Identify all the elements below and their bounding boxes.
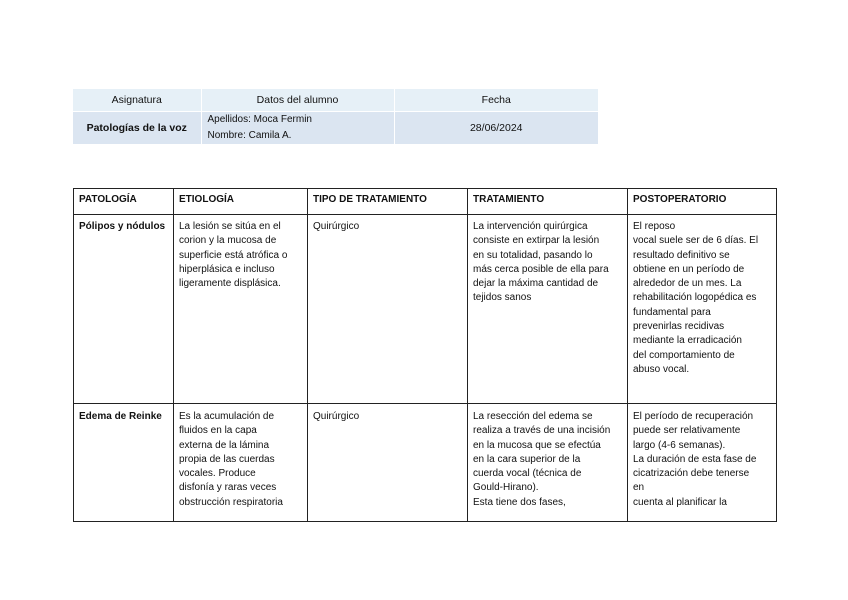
pathology-cell: Pólipos y nódulos (74, 215, 174, 404)
postoperative-cell: El reposo vocal suele ser de 6 días. El resultado definitivo se obtiene en un período de alrededor de un mes. La rehabilitación logopédica es fundamental para prevenirlas recidivas mediante la erradicación del comportamiento de abuso vocal. (628, 215, 777, 404)
column-header-postoperative: POSTOPERATORIO (628, 189, 777, 215)
column-header-pathology: PATOLOGÍA (74, 189, 174, 215)
postoperative-cell: El período de recuperación puede ser relativamente largo (4-6 semanas). La duración de esta fase de cicatrización debe tenerse en cuenta al planificar la (628, 404, 777, 522)
student-data-header: Datos del alumno (201, 89, 394, 111)
column-header-treatment: TRATAMIENTO (468, 189, 628, 215)
etiology-cell: La lesión se sitúa en el corion y la mucosa de superficie está atrófica o hiperplásica e incluso ligeramente displásica. (174, 215, 308, 404)
subject-header: Asignatura (73, 89, 201, 111)
column-header-treatment-type: TIPO DE TRATAMIENTO (308, 189, 468, 215)
date-header: Fecha (394, 89, 598, 111)
pathology-cell: Edema de Reinke (74, 404, 174, 522)
table-row (74, 404, 777, 522)
treatment-cell: La intervención quirúrgica consiste en extirpar la lesión en su totalidad, pasando lo más cerca posible de ella para dejar la máxima cantidad de tejidos sanos (468, 215, 628, 404)
date-value: 28/06/2024 (394, 111, 598, 144)
treatment-type-cell: Quirúrgico (308, 404, 468, 522)
student-name: Nombre: Camila A. (201, 128, 394, 145)
treatment-cell: La resección del edema se realiza a través de una incisión en la mucosa que se efectúa en la cara superior de la cuerda vocal (técnica de Gould-Hirano). Esta tiene dos fases, (468, 404, 628, 522)
column-header-etiology: ETIOLOGÍA (174, 189, 308, 215)
etiology-cell: Es la acumulación de fluidos en la capa externa de la lámina propia de las cuerdas vocales. Produce disfonía y raras veces obstrucción respiratoria (174, 404, 308, 522)
pathology-table (73, 188, 777, 522)
subject-value: Patologías de la voz (73, 111, 201, 144)
table-row (74, 215, 777, 404)
student-surname: Apellidos: Moca Fermin (201, 111, 394, 128)
student-info-table (73, 89, 598, 145)
treatment-type-cell: Quirúrgico (308, 215, 468, 404)
